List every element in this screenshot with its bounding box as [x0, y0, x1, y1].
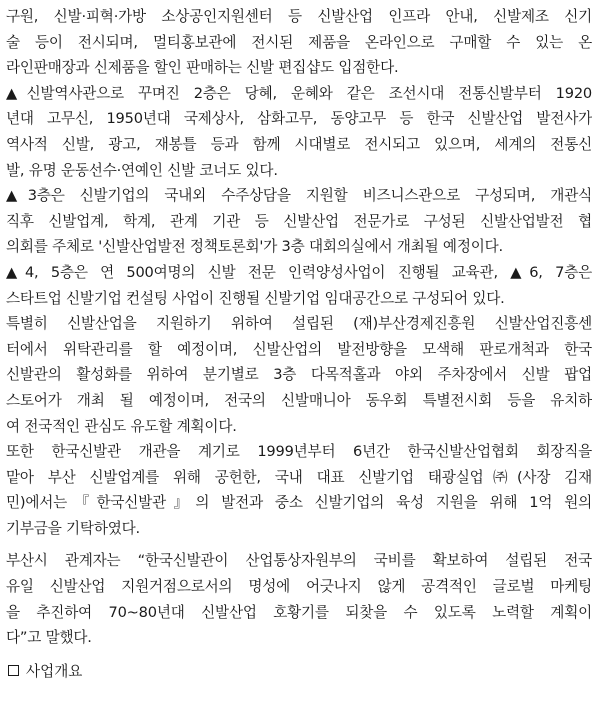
text-line: 특별히 신발산업을 지원하기 위하여 설립된 (재)부산경제진흥원 신발산업진흥센: [6, 315, 592, 333]
paragraph-spacer: [6, 651, 592, 658]
text-line: 역사적 신발, 광고, 재봉틀 등과 함께 시대별로 전시되고 있으며, 세계의 전통신: [6, 135, 592, 153]
text-line: 구원, 신발·피혁·가방 소상공인지원센터 등 신발산업 인프라 안내, 신발제조 신기: [6, 8, 592, 25]
text-line: 을 추진하여 70~80년대 신발산업 호황기를 되찾을 수 있도록 노력할 계획이: [6, 603, 592, 621]
text-line: 스타트업 신발기업 컨설팅 사업이 진행될 신발기업 임대공간으로 구성되어 있다.: [6, 289, 505, 307]
text-line: 발, 유명 운동선수·연예인 신발 코너도 있다.: [6, 161, 278, 179]
text-line: 술 등이 전시되며, 멀티홍보관에 전시된 제품을 온라인으로 구매할 수 있는 온: [6, 33, 592, 51]
text-line: 부산시 관계자는 “한국신발관이 산업통상자원부의 국비를 확보하여 설립된 전국: [6, 552, 592, 570]
text-line: 터에서 위탁관리를 할 예정이며, 신발산업의 발전방향을 모색해 판로개척과 한국: [6, 340, 592, 358]
document-body: [6, 4, 592, 683]
checkbox-icon: [8, 665, 19, 676]
text-line: 민)에서는『한국신발관』의 발전과 중소 신발기업의 육성 지원을 위해 1억 원의: [6, 494, 592, 512]
text-line: 맡아 부산 신발업계를 위해 공헌한, 국내 대표 신발기업 태광실업㈜(사장 김재: [6, 468, 592, 486]
text-line: 라인판매장과 신제품을 할인 판매하는 신발 편집샵도 입점한다.: [6, 59, 399, 77]
paragraph-p2: [6, 81, 592, 183]
paragraph-p1: [6, 4, 592, 81]
text-line: 년대 고무신, 1950년대 국제상사, 삼화고무, 동양고무 등 한국 신발산업 발전사가: [6, 110, 592, 128]
paragraph-p3: [6, 183, 592, 260]
text-line: ▲신발역사관으로 꾸며진 2층은 당혜, 운혜와 같은 조선시대 전통신발부터 1920: [6, 84, 592, 102]
text-line: 유일 신발산업 지원거점으로서의 명성에 어긋나지 않게 공격적인 글로벌 마케팅: [6, 578, 592, 596]
text-line: 의회를 주체로 '신발산업발전 정책토론회'가 3층 대회의실에서 개최될 예정이다.: [6, 238, 503, 256]
text-line: ▲3층은 신발기업의 국내외 수주상담을 지원할 비즈니스관으로 구성되며, 개관식: [6, 187, 592, 205]
text-line: 신발관의 활성화를 위하여 분기별로 3층 다목적홀과 야외 주차장에서 신발 팝업: [6, 366, 592, 384]
text-line: 스토어가 개최 될 예정이며, 전국의 신발매니아 동우회 특별전시회 등을 유치하: [6, 391, 592, 409]
paragraph-p4: [6, 260, 592, 311]
section-heading-label: 사업개요: [26, 663, 83, 681]
text-line: 여 전국적인 관심도 유도할 계획이다.: [6, 417, 237, 435]
paragraph-p6: [6, 439, 592, 541]
text-line: 기부금을 기탁하였다.: [6, 519, 140, 537]
section-heading: [6, 658, 592, 684]
text-line: 직후 신발업계, 학계, 관계 기관 등 신발산업 전문가로 구성된 신발산업발전 협: [6, 212, 592, 230]
text-line: 또한 한국신발관 개관을 계기로 1999년부터 6년간 한국신발산업협회 회장직을: [6, 443, 592, 461]
paragraph-p5: [6, 311, 592, 439]
paragraph-spacer: [6, 541, 592, 548]
text-line: ▲4, 5층은 연 500여명의 신발 전문 인력양성사업이 진행될 교육관, ▲6, 7층은: [6, 263, 592, 281]
text-line: 다”고 말했다.: [6, 629, 92, 647]
paragraph-p7: [6, 548, 592, 650]
